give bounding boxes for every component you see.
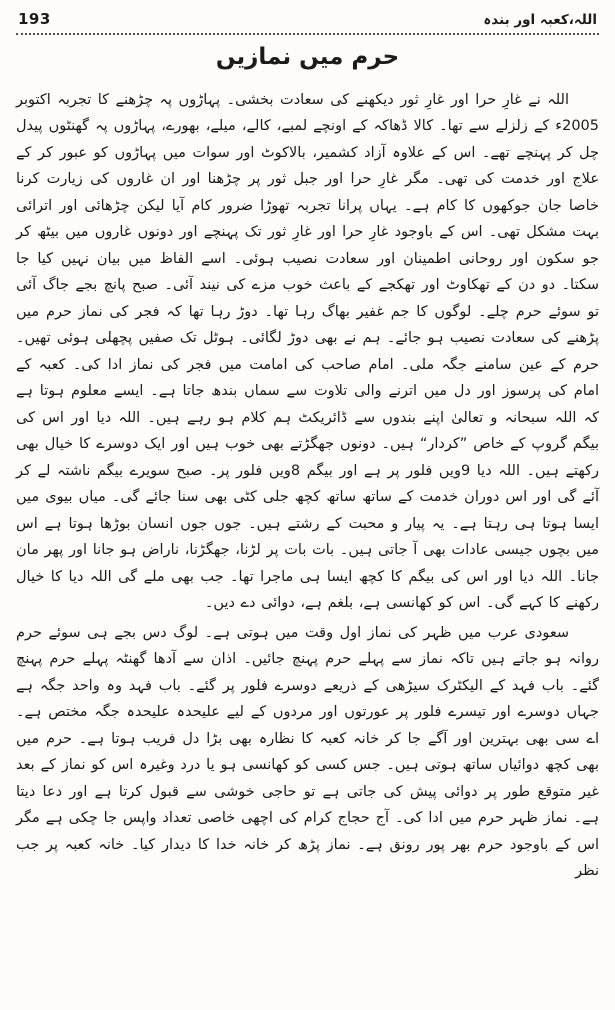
page-number: 193: [18, 10, 51, 28]
book-title: اللہ،کعبہ اور بندہ: [483, 12, 597, 28]
page-header: [16, 8, 599, 33]
paragraph-1: اللہ نے غارِ حرا اور غارِ ثور دیکھنے کی سعادت بخشی۔ پہاڑوں پہ چڑھنے کا تجربہ اکتوبر 2005ء کے زلزلے سے تھا۔ کالا ڈھاکہ کے اونچے لمبے، کالے، میلے، بھورے، پہاڑوں پہ گھنٹوں پیدل چل کر پہنچے تھے۔ اس کے علاوہ آزاد کشمیر، بالاکوٹ اور سوات میں پہاڑوں کو عبور کر کے علاج اور خدمت کی تھی۔ مگر غارِ حرا اور جبل ثور پر چڑھنا اور ان غاروں کی زیارت کرنا خاصا جان جوکھوں کا کام ہے۔ یہاں پرانا تجربہ تھوڑا ضرور کام آیا لیکن چڑھائی اور اترائی بہت مشکل تھی۔ اس کے باوجود غارِ حرا اور غارِ ثور تک پہنچے اور دونوں غاروں میں بیٹھ کر جو سکون اور روحانی اطمینان اور سعادت نصیب ہوئی۔ اسے الفاظ میں بیان نہیں کیا جا سکتا۔ دو دن کے تھکاوٹ اور تھکجے کے باعث خوب مزے کی نیند آئی۔ صبح پانچ بجے جاگ آئی تو سوئے حرم چلے۔ لوگوں کا جم غفیر بھاگ رہا تھا۔ دوڑ رہا تھا کہ فجر کی نماز حرم میں پڑھنے کی سعادت نصیب ہو جائے۔ ہم نے بھی دوڑ لگائی۔ ہوٹل تک صفیں پچھلی ہوئی تھیں۔ حرم کے عین سامنے جگہ ملی۔ امام صاحب کی امامت میں فجر کی نماز ادا کی۔ کعبہ کے امام کی پرسوز اور دل میں اترنے والی تلاوت سے سماں بندھ جاتا ہے۔ ایسے معلوم ہوتا ہے کہ اللہ سبحانہ و تعالیٰ اپنے بندوں سے ڈائریکٹ ہم کلام ہو رہے ہیں۔ اللہ دیا اور اس کی بیگم گروپ کے خاص ”کردار“ ہیں۔ دونوں جھگڑتے بھی خوب ہیں اور ایک دوسرے کا خیال بھی رکھتے ہیں۔ اللہ دیا 9ویں فلور پر ہے اور بیگم 8ویں فلور پر۔ صبح سویرے بیگم ناشتہ لے کر آئے گی اور اس دوران خدمت کے ساتھ ساتھ کچھ جلی کٹی بھی سنا جائے گی۔ میاں بیوی میں ایسا ہوتا ہی رہتا ہے۔ یہ پیار و محبت کے رشتے ہیں۔ جوں جوں انسان بوڑھا ہوتا ہے اس میں بچوں جیسی عادات بھی آ جاتی ہیں۔ بات بات پر لڑنا، جھگڑنا، ناراض ہو جانا اور پھر مان جانا۔ اللہ دیا اور اس کی بیگم کا کچھ ایسا ہی ماجرا تھا۔ جب بھی ملے گی اللہ دیا کا خیال رکھنے کا کہے گی۔ اس کو کھانسی ہے، بلغم ہے، دوائی دے دیں۔: [16, 91, 599, 612]
dotted-divider: [16, 33, 599, 35]
section-heading: حرم میں نمازیں: [215, 44, 400, 70]
paragraph-2: سعودی عرب میں ظہر کی نماز اول وقت میں ہوتی ہے۔ لوگ دس بجے ہی سوئے حرم روانہ ہو جاتے ہیں تاکہ نماز سے پہلے حرم پہنچ جائیں۔ اذان سے آدھا گھنٹہ پہلے حرم پہنچ گئے۔ باب فہد کے الیکٹرک سیڑھی کے ذریعے دوسرے فلور پر گئے۔ باب فہد وہ واحد جگہ ہے جہاں دوسرے اور تیسرے فلور پر عورتوں اور مردوں کے لیے علیحدہ علیحدہ جگہ مختص ہے۔ اے سی بھی بہترین اور آگے جا کر خانہ کعبہ کا نظارہ بھی بڑا دل فریب ہوتا ہے۔ حرم میں بھی کچھ دوائیاں ساتھ ہوتی ہیں۔ جس کسی کو کھانسی ہو یا درد وغیرہ اس کو نماز کے بعد غیر متوقع طور پر دوائی پیش کی جاتی ہے تو حاجی خوشی سے قبول کرتا ہے اور دعا دیتا ہے۔ نماز ظہر حرم میں ادا کی۔ آج حجاج کرام کی اچھی خاصی تعداد واپس جا چکی ہے مگر اس کے باوجود حرم بھر پور رونق ہے۔ نماز پڑھ کر خانہ خدا کا دیدار کیا۔ خانہ کعبہ پر جب نظر: [16, 624, 599, 880]
